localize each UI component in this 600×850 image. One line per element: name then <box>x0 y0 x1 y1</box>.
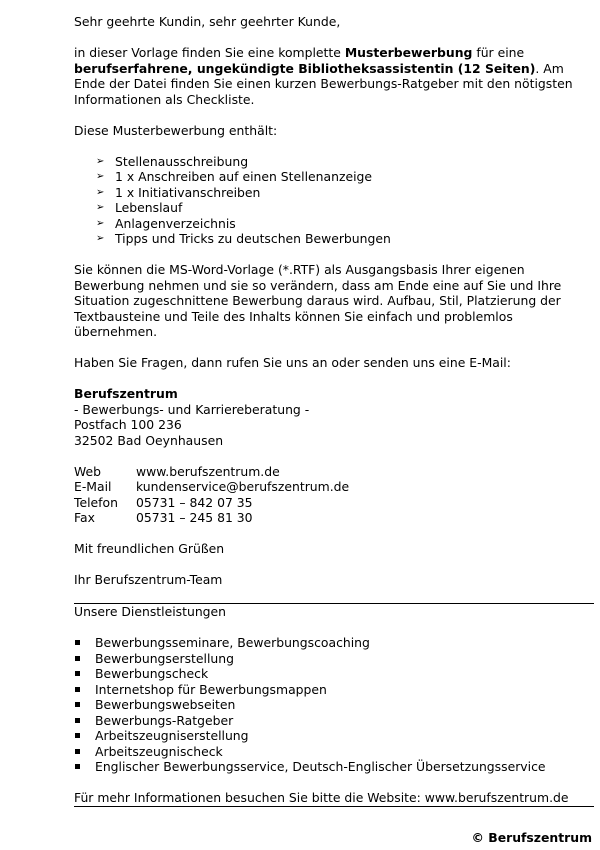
contact-row <box>74 479 349 495</box>
contact-row <box>74 464 349 480</box>
intro-bold-1: Musterbewerbung <box>344 45 473 60</box>
arrow-bullet-icon: ➢ <box>96 202 105 213</box>
square-bullet-icon <box>75 764 80 769</box>
list-item: Bewerbungsseminare, Bewerbungscoaching <box>74 635 594 651</box>
intro-text-2: für eine <box>472 45 525 60</box>
company-tagline: - Bewerbungs- und Karriereberatung - <box>74 401 310 417</box>
intro-bold-2: berufserfahrene, ungekündigte Bibliotheksassistentin (12 Seiten) <box>74 60 536 76</box>
services-heading: Unsere Dienstleistungen <box>74 604 227 619</box>
square-bullet-icon <box>75 702 80 707</box>
list-item: ➢ Lebenslauf <box>96 200 183 215</box>
arrow-bullet-icon: ➢ <box>96 171 105 182</box>
square-bullet-icon <box>75 640 80 645</box>
square-bullet-icon <box>75 718 80 723</box>
contact-row <box>74 495 349 511</box>
square-bullet-icon <box>75 656 80 661</box>
list-item: Bewerbungserstellung <box>74 651 594 667</box>
closing: Mit freundlichen Grüßen <box>74 541 225 556</box>
arrow-bullet-icon: ➢ <box>96 217 105 229</box>
list-item: Arbeitszeugniserstellung <box>74 728 594 744</box>
contact-label: E-Mail <box>74 479 112 494</box>
divider <box>74 806 594 807</box>
intro-text-1: in dieser Vorlage finden Sie eine komplette <box>74 45 345 60</box>
list-item: Internetshop für Bewerbungsmappen <box>74 682 594 698</box>
address-block <box>74 386 594 448</box>
list-item: Arbeitszeugnischeck <box>74 744 594 760</box>
intro-paragraph <box>74 45 594 107</box>
greeting: Sehr geehrte Kundin, sehr geehrter Kunde, <box>74 14 341 29</box>
questions-paragraph: Haben Sie Fragen, dann rufen Sie uns an oder senden uns eine E-Mail: <box>74 355 511 370</box>
web-link[interactable]: www.berufszentrum.de <box>136 463 280 479</box>
contact-table <box>74 464 349 526</box>
square-bullet-icon <box>75 733 80 738</box>
list-item: Bewerbungs-Ratgeber <box>74 713 594 729</box>
contents-list <box>74 154 594 247</box>
list-item: ➢ 1 x Anschreiben auf einen Stellenanzeige <box>96 169 373 184</box>
services-list <box>74 635 594 775</box>
company-name: Berufszentrum <box>74 386 178 401</box>
contact-row <box>74 510 349 526</box>
more-info-line: Für mehr Informationen besuchen Sie bitte die Website: www.berufszentrum.de <box>74 790 569 805</box>
copyright-notice: © Berufszentrum <box>471 830 592 845</box>
arrow-bullet-icon: ➢ <box>96 155 105 167</box>
list-item: Bewerbungscheck <box>74 666 594 682</box>
email-link[interactable]: kundenservice@berufszentrum.de <box>136 479 350 494</box>
intro-text-3: . Am Ende der Datei finden Sie einen kurzen Bewerbungs-Ratgeber mit den nötigsten Informationen als Checkliste. <box>74 60 573 107</box>
phone-number: 05731 – 842 07 35 <box>136 494 253 510</box>
square-bullet-icon <box>75 749 80 754</box>
contents-heading: Diese Musterbewerbung enthält: <box>74 122 278 138</box>
square-bullet-icon <box>75 687 80 692</box>
contact-label: Telefon <box>74 494 118 510</box>
arrow-bullet-icon: ➢ <box>96 186 105 198</box>
arrow-bullet-icon: ➢ <box>96 233 105 244</box>
contact-label: Web <box>74 463 102 479</box>
list-item: Englischer Bewerbungsservice, Deutsch-Englischer Übersetzungsservice <box>74 759 594 775</box>
list-item: ➢ 1 x Initiativanschreiben <box>96 184 261 200</box>
city: 32502 Bad Oeynhausen <box>74 432 224 448</box>
document-page <box>74 14 594 807</box>
list-item: ➢ Stellenausschreibung <box>96 153 249 169</box>
postbox: Postfach 100 236 <box>74 417 182 432</box>
signature: Ihr Berufszentrum-Team <box>74 572 223 587</box>
list-item: Bewerbungswebseiten <box>74 697 594 713</box>
contact-label: Fax <box>74 510 95 525</box>
word-template-paragraph: Sie können die MS-Word-Vorlage (*.RTF) als Ausgangsbasis Ihrer eigenen Bewerbung nehmen und sie so verändern, dass am Ende eine auf Sie und Ihre Situation zugeschnittene Bewerbung daraus wird. Aufbau, Stil, Platzierung der Textbausteine und Teile des Inhalts können Sie einfach und problemlos übernehmen. <box>74 262 562 339</box>
square-bullet-icon <box>75 671 80 676</box>
fax-number: 05731 – 245 81 30 <box>136 510 253 525</box>
list-item: ➢ Tipps und Tricks zu deutschen Bewerbungen <box>96 231 391 246</box>
list-item: ➢ Anlagenverzeichnis <box>96 215 236 231</box>
